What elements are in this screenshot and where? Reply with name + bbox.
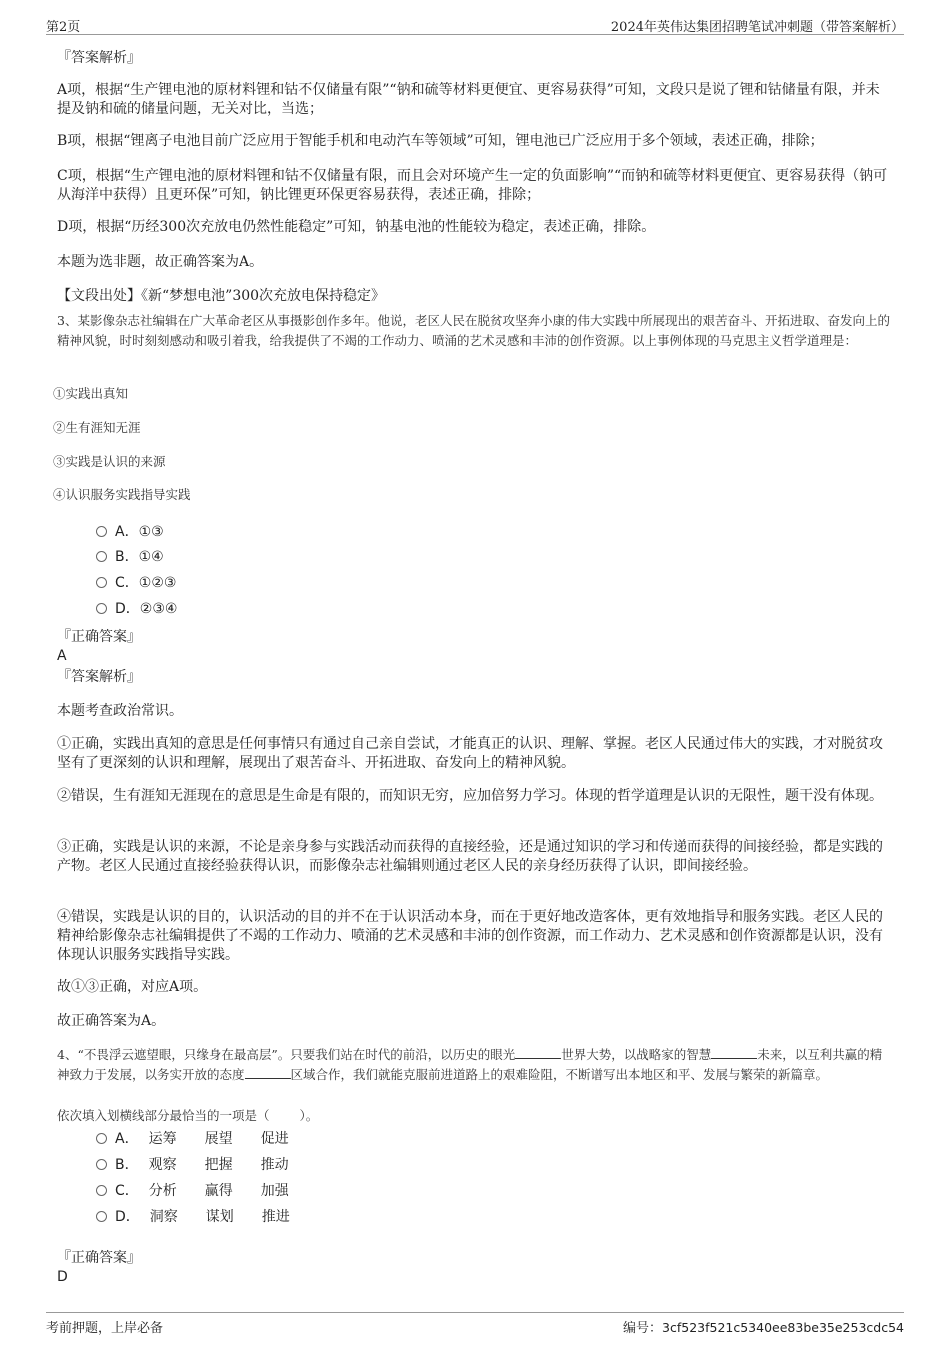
blank-1 — [515, 1046, 561, 1059]
q3-option-a[interactable]: A．①③ — [96, 523, 164, 541]
q2-source: 【文段出处】《新“梦想电池”300次充放电保持稳定》 — [57, 288, 386, 304]
q2-analysis-b: B项，根据“锂离子电池目前广泛应用于智能手机和电动汽车等领域”可知，锂电池已广泛应用于多个领域，表述正确，排除； — [57, 133, 824, 149]
q4-option-b[interactable]: B． 观察 把握 推动 — [96, 1156, 289, 1174]
q4-option-d[interactable]: D． 洞察 谋划 推进 — [96, 1208, 290, 1226]
q3-item-3: ③实践是认识的来源 — [53, 454, 166, 469]
document-code: 编号：3cf523f521c5340ee83be35e253cdc54 — [623, 1320, 904, 1336]
page-number: 第2页 — [46, 20, 81, 35]
q3-conclusion: 故正确答案为A。 — [57, 1013, 166, 1029]
radio-icon[interactable] — [96, 1159, 107, 1170]
q2-analysis-d: D项，根据“历经300次充放电仍然性能稳定”可知，钠基电池的性能较为稳定，表述正确，排除。 — [57, 219, 656, 235]
blank-2 — [711, 1046, 757, 1059]
q3-analysis-5: 故①③正确，对应A项。 — [57, 979, 208, 995]
q3-item-1: ①实践出真知 — [53, 386, 129, 401]
q2-analysis-a: A项，根据“生产锂电池的原材料锂和钴不仅储量有限”“钠和硫等材料更便宜、更容易获得”可知，文段只是说了锂和钴储量有限，并未提及钠和硫的储量问题，无关对比，当选； — [57, 82, 880, 117]
q3-option-c[interactable]: C．①②③ — [96, 574, 176, 592]
q3-answer: A — [57, 648, 67, 664]
page-footer — [46, 1312, 904, 1335]
radio-icon[interactable] — [96, 526, 107, 537]
radio-icon[interactable] — [96, 1211, 107, 1222]
page-header — [46, 14, 904, 35]
q4-stem: 4、“不畏浮云遮望眼，只缘身在最高层”。只要我们站在时代的前沿，以历史的眼光 世界大势，以战略家的智慧 未来，以互利共赢的精神致力于发展，以务实开放的态度 区域合作，我们就能克服前进道路上的艰难险阻，不断谱写出本地区和平、发展与繁荣的新篇章。 — [57, 1047, 883, 1082]
q3-analysis-3: ③正确，实践是认识的来源，不论是亲身参与实践活动而获得的直接经验，还是通过知识的学习和传递而获得的间接经验，都是实践的产物。老区人民通过直接经验获得认识，而影像杂志社编辑则通过老区人民的亲身经历获得了认识，即间接经验。 — [57, 839, 883, 874]
q4-answer-title: 『正确答案』 — [57, 1250, 141, 1266]
q3-item-4: ④认识服务实践指导实践 — [53, 487, 191, 502]
footer-slogan: 考前押题，上岸必备 — [46, 1321, 164, 1336]
q4-option-c[interactable]: C． 分析 赢得 加强 — [96, 1182, 289, 1200]
q4-option-a[interactable]: A． 运筹 展望 促进 — [96, 1130, 289, 1148]
q3-item-2: ②生有涯知无涯 — [53, 420, 141, 435]
q4-instruction: 依次填入划横线部分最恰当的一项是（ ）。 — [57, 1108, 319, 1123]
radio-icon[interactable] — [96, 577, 107, 588]
q2-analysis-title: 『答案解析』 — [57, 50, 141, 66]
q4-answer: D — [57, 1269, 68, 1285]
q3-option-b[interactable]: B．①④ — [96, 548, 164, 566]
q3-analysis-2: ②错误，生有涯知无涯现在的意思是生命是有限的，而知识无穷，应加倍努力学习。体现的哲学道理是认识的无限性，题干没有体现。 — [57, 788, 883, 804]
document-title: 2024年英伟达集团招聘笔试冲刺题（带答案解析） — [610, 20, 904, 35]
radio-icon[interactable] — [96, 1185, 107, 1196]
q3-analysis-4: ④错误，实践是认识的目的，认识活动的目的并不在于认识活动本身，而在于更好地改造客体，更有效地指导和服务实践。老区人民的精神给影像杂志社编辑提供了不竭的工作动力、喷涌的艺术灵感和丰沛的创作资源，而工作动力、艺术灵感和创作资源都是认识，没有体现认识服务实践指导实践。 — [57, 909, 883, 963]
q3-stem: 3、某影像杂志社编辑在广大革命老区从事摄影创作多年。他说，老区人民在脱贫攻坚奔小康的伟大实践中所展现出的艰苦奋斗、开拓进取、奋发向上的精神风貌，时时刻刻感动和吸引着我，给我提供了不竭的工作动力、喷涌的艺术灵感和丰沛的创作资源。以上事例体现的马克思主义哲学道理是： — [57, 313, 890, 348]
q3-analysis-title: 『答案解析』 — [57, 669, 141, 685]
q3-option-d[interactable]: D．②③④ — [96, 600, 177, 618]
q3-analysis-1: ①正确，实践出真知的意思是任何事情只有通过自己亲自尝试，才能真正的认识、理解、掌握。老区人民通过伟大的实践，才对脱贫攻坚有了更深刻的认识和理解，展现出了艰苦奋斗、开拓进取、奋发向上的精神风貌。 — [57, 736, 883, 771]
radio-icon[interactable] — [96, 551, 107, 562]
q2-analysis-c: C项，根据“生产锂电池的原材料锂和钴不仅储量有限，而且会对环境产生一定的负面影响”“而钠和硫等材料更便宜、更容易获得（钠可从海洋中获得）且更环保”可知，钠比锂更环保更容易获得，表述正确，排除； — [57, 168, 888, 203]
q3-analysis-intro: 本题考查政治常识。 — [57, 703, 183, 719]
q3-answer-title: 『正确答案』 — [57, 629, 141, 645]
radio-icon[interactable] — [96, 1133, 107, 1144]
radio-icon[interactable] — [96, 603, 107, 614]
blank-3 — [245, 1066, 291, 1079]
q2-conclusion: 本题为选非题，故正确答案为A。 — [57, 254, 264, 270]
